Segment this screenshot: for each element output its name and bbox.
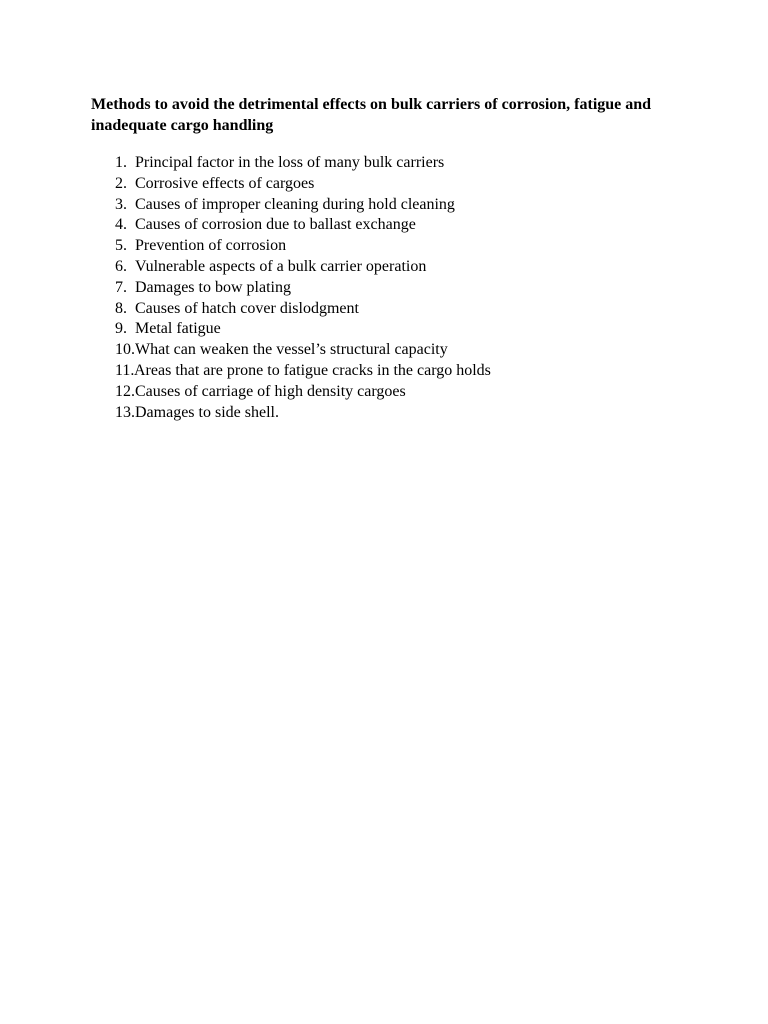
list-item-number: 3.	[115, 195, 127, 213]
document-title: Methods to avoid the detrimental effects on bulk carriers of corrosion, fatigue and inadequate cargo handling	[91, 96, 652, 134]
list-item-number: 5.	[115, 237, 127, 255]
list-item-text: Prevention of corrosion	[135, 237, 287, 255]
list-item-number: 4.	[115, 216, 127, 234]
list-item-text: Damages to bow plating	[135, 278, 291, 296]
list-item-text: Corrosive effects of cargoes	[135, 174, 315, 192]
list-item-number: 13.	[115, 403, 135, 421]
list-item-text: Causes of improper cleaning during hold cleaning	[135, 195, 455, 213]
list-item-text: Vulnerable aspects of a bulk carrier operation	[135, 257, 427, 275]
list-item-text: Causes of hatch cover dislodgment	[135, 299, 359, 317]
list-item-text: What can weaken the vessel’s structural capacity	[135, 341, 448, 359]
list-item-text: Damages to side shell.	[135, 403, 279, 421]
list-item-number: 6.	[115, 257, 127, 275]
list-item-number: 1.	[115, 154, 127, 171]
list-item-number: 2.	[115, 174, 127, 192]
list-item-text: Causes of carriage of high density cargoes	[135, 382, 406, 400]
list-item-number: 12.	[115, 382, 135, 400]
list-item-text: Principal factor in the loss of many bulk carriers	[135, 154, 445, 171]
list-item-text: Causes of corrosion due to ballast exchange	[135, 216, 416, 234]
list-item-number: 8.	[115, 299, 127, 317]
list-item-text: Areas that are prone to fatigue cracks in the cargo holds	[134, 361, 491, 379]
list-item-number: 10.	[115, 341, 135, 359]
list-item-number: 11.	[115, 361, 135, 379]
list-item-number: 9.	[115, 320, 127, 338]
list-item-text: Metal fatigue	[135, 320, 221, 338]
list-item-number: 7.	[115, 278, 127, 296]
